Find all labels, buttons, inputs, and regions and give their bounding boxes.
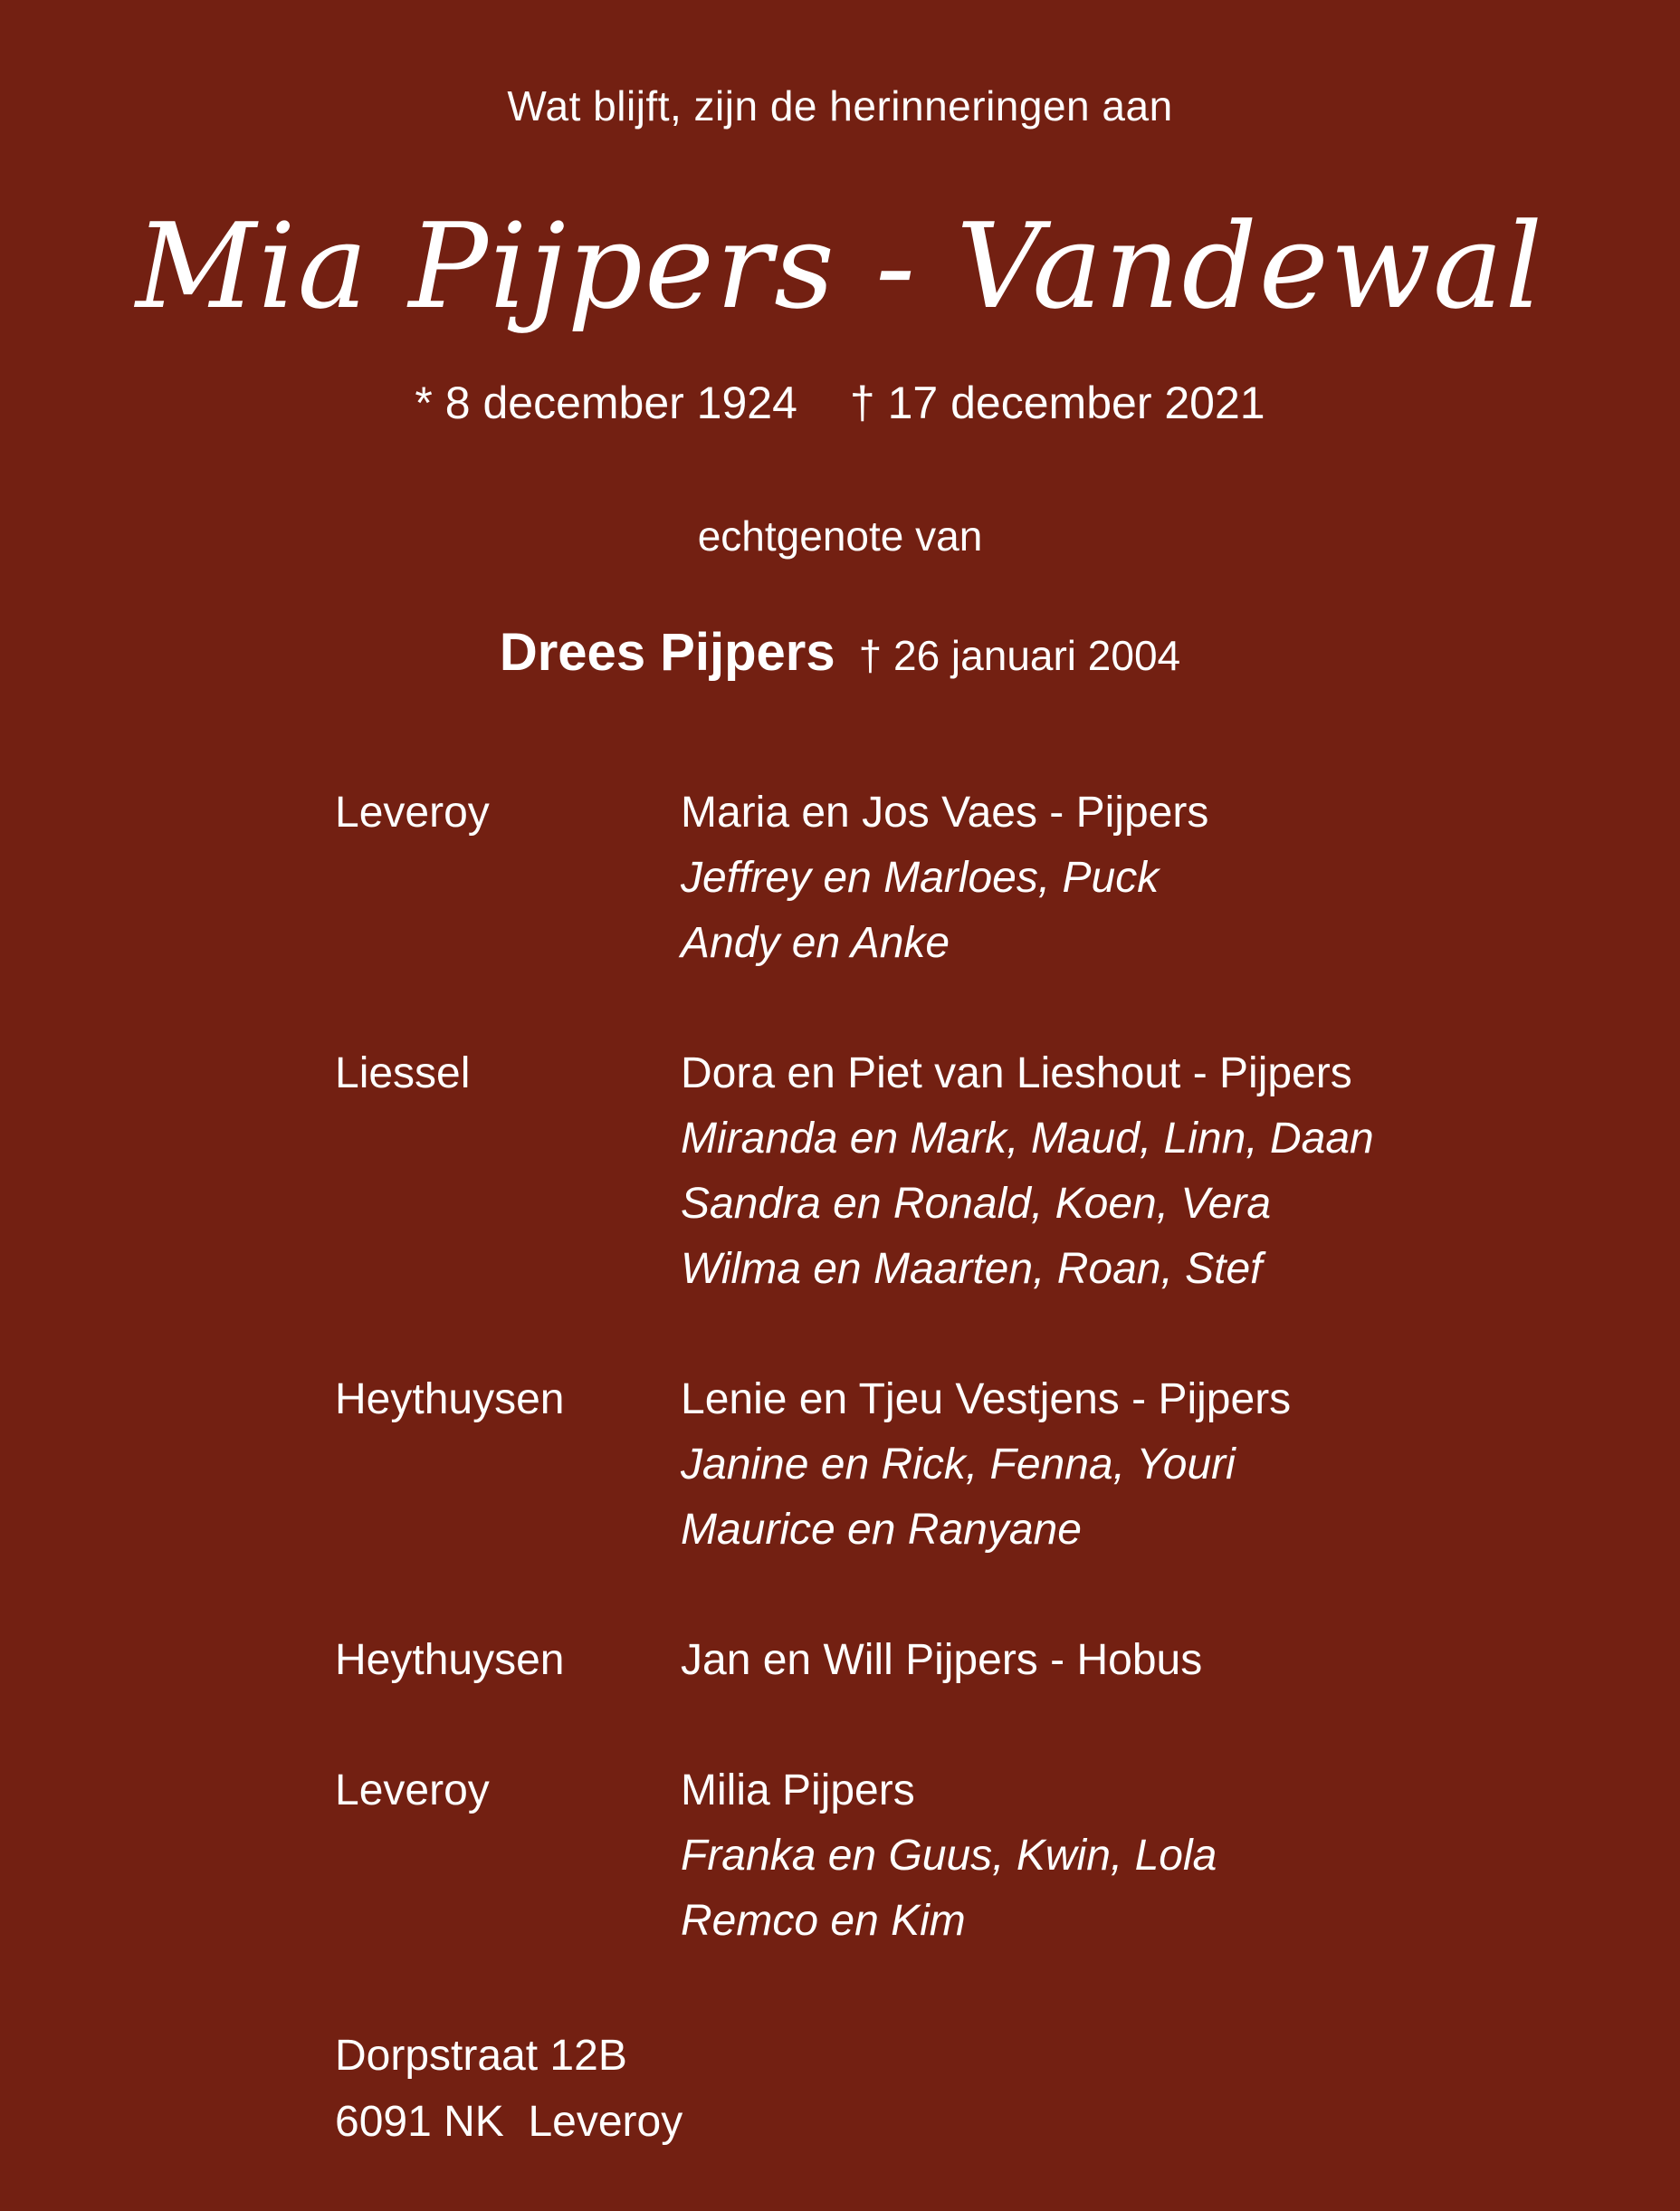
family-place: Liessel <box>335 1049 471 1097</box>
family-row <box>335 1628 1626 1693</box>
family-row <box>335 1367 1626 1432</box>
family-row <box>335 1041 1626 1106</box>
family-place: Heythuysen <box>335 1636 565 1684</box>
family-grandchildren-line: Sandra en Ronald, Koen, Vera <box>681 1180 1272 1228</box>
deceased-name: Mia Pijpers - Vandewal <box>135 197 1545 335</box>
family-grandchildren-line: Miranda en Mark, Maud, Linn, Daan <box>681 1115 1374 1163</box>
family-grandchildren-line: Wilma en Maarten, Roan, Stef <box>681 1245 1263 1293</box>
spouse-death-date: † 26 januari 2004 <box>858 632 1181 679</box>
family-place: Leveroy <box>335 789 490 837</box>
intro-line: Wat blijft, zijn de herinneringen aan <box>507 82 1173 129</box>
family-row <box>335 1758 1626 1823</box>
family-grandchildren-line: Janine en Rick, Fenna, Youri <box>681 1440 1236 1488</box>
family-block <box>335 1628 1626 1693</box>
death-date: † 17 december 2021 <box>849 378 1265 428</box>
family-grandchildren-line: Andy en Anke <box>681 919 950 967</box>
family-block <box>335 1367 1626 1563</box>
family-grandchildren-line: Remco en Kim <box>681 1897 966 1945</box>
spouse-line <box>0 618 1680 690</box>
family-grandchildren-line: Jeffrey en Marloes, Puck <box>681 854 1160 902</box>
relation-line: echtgenote van <box>697 512 983 560</box>
family-couple: Dora en Piet van Lieshout - Pijpers <box>681 1049 1352 1097</box>
family-row <box>335 780 1626 846</box>
family-couple: Maria en Jos Vaes - Pijpers <box>681 789 1209 837</box>
dates-line <box>0 376 1680 430</box>
family-couple: Lenie en Tjeu Vestjens - Pijpers <box>681 1375 1292 1423</box>
family-couple: Jan en Will Pijpers - Hobus <box>681 1636 1203 1684</box>
family-block <box>335 780 1626 976</box>
family-block <box>335 1041 1626 1302</box>
birth-date: * 8 december 1924 <box>415 378 797 428</box>
family-list <box>0 780 1680 1954</box>
family-place: Leveroy <box>335 1766 490 1814</box>
family-grandchildren-line: Franka en Guus, Kwin, Lola <box>681 1832 1217 1880</box>
family-grandchildren-line: Maurice en Ranyane <box>681 1506 1082 1554</box>
address-block <box>0 2023 1680 2155</box>
spouse-name: Drees Pijpers <box>499 623 835 682</box>
address-street: Dorpstraat 12B <box>335 2032 627 2080</box>
family-block <box>335 1758 1626 1954</box>
address-postal-city: 6091 NK Leveroy <box>335 2098 683 2146</box>
family-place: Heythuysen <box>335 1375 565 1423</box>
family-couple: Milia Pijpers <box>681 1766 915 1814</box>
